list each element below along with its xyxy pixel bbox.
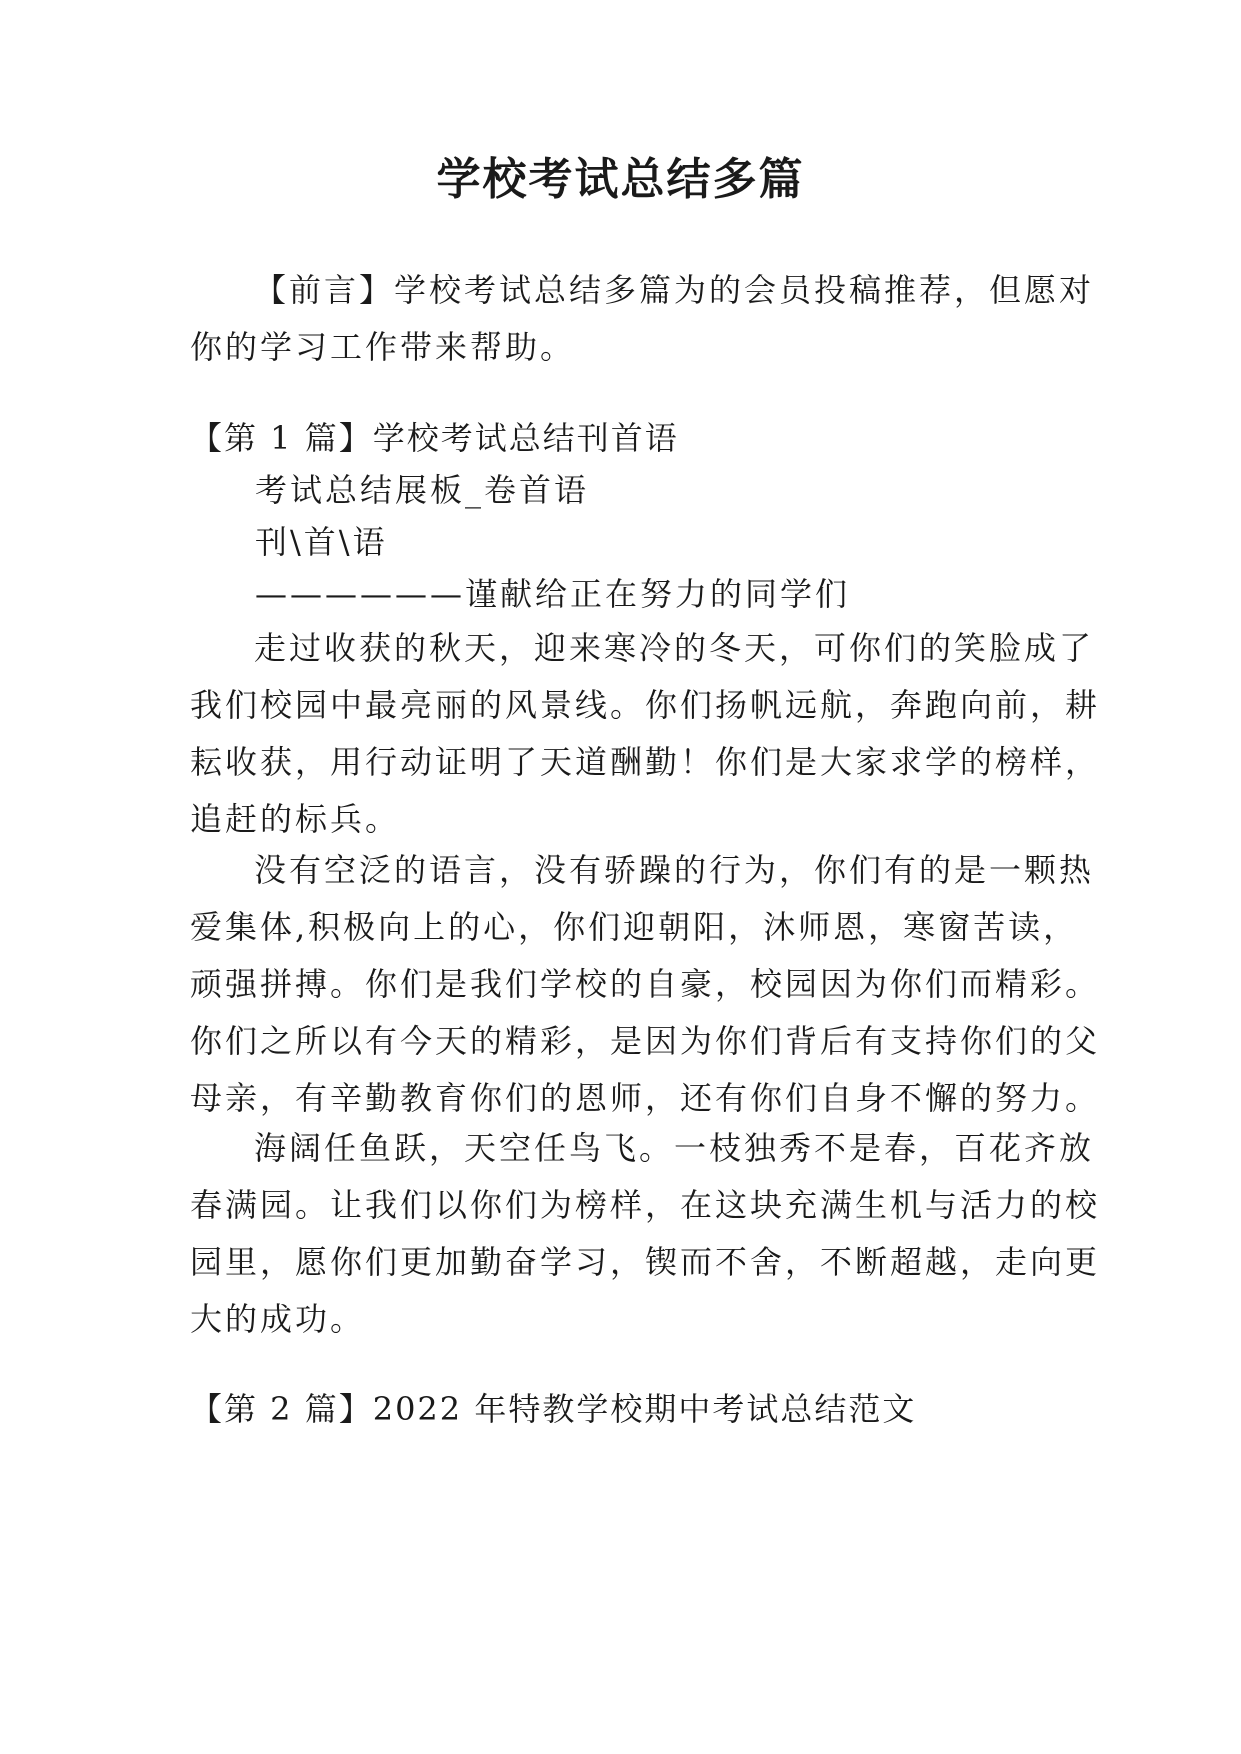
preface-line: 【前言】学校考试总结多篇为的会员投稿推荐，但愿对 — [254, 271, 1095, 309]
paragraph-line: 你们之所以有今天的精彩，是因为你们背后有支持你们的父 — [190, 1022, 1101, 1060]
paragraph-line: 没有空泛的语言，没有骄躁的行为，你们有的是一颗热 — [254, 851, 1095, 889]
section-1-dedication-line: ——————谨献给正在努力的同学们 — [255, 575, 851, 613]
paragraph-line: 母亲，有辛勤教育你们的恩师，还有你们自身不懈的努力。 — [190, 1079, 1101, 1117]
paragraph-line: 我们校园中最亮丽的风景线。你们扬帆远航，奔跑向前，耕 — [190, 686, 1101, 724]
paragraph-line: 顽强拼搏。你们是我们学校的自豪，校园因为你们而精彩。 — [190, 965, 1101, 1003]
paragraph-line: 春满园。让我们以你们为榜样，在这块充满生机与活力的校 — [190, 1186, 1101, 1224]
preface-line: 你的学习工作带来帮助。 — [190, 328, 576, 366]
paragraph-line: 园里，愿你们更加勤奋学习，锲而不舍，不断超越，走向更 — [190, 1243, 1101, 1281]
paragraph-line: 走过收获的秋天，迎来寒冷的冬天，可你们的笑脸成了 — [254, 629, 1095, 667]
document-title: 学校考试总结多篇 — [436, 154, 805, 205]
section-1-heading: 【第 1 篇】学校考试总结刊首语 — [190, 419, 679, 457]
section-1-subtitle-line: 刊\首\语 — [255, 523, 388, 561]
paragraph-line: 爱集体,积极向上的心，你们迎朝阳，沐师恩，寒窗苦读， — [190, 908, 1079, 946]
preface-paragraph — [190, 262, 1095, 376]
paragraph-line: 海阔任鱼跃，天空任鸟飞。一枝独秀不是春，百花齐放 — [254, 1129, 1095, 1167]
section-1-paragraph-1 — [190, 620, 1101, 848]
section-1-paragraph-2 — [190, 842, 1101, 1127]
section-1-paragraph-3 — [190, 1120, 1101, 1348]
section-2-heading: 【第 2 篇】2022 年特教学校期中考试总结范文 — [190, 1390, 917, 1428]
section-1-subtitle-line: 考试总结展板_卷首语 — [255, 471, 590, 509]
paragraph-line: 大的成功。 — [190, 1300, 366, 1338]
paragraph-line: 耘收获，用行动证明了天道酬勤！你们是大家求学的榜样， — [190, 743, 1101, 781]
paragraph-line: 追赶的标兵。 — [190, 800, 401, 838]
